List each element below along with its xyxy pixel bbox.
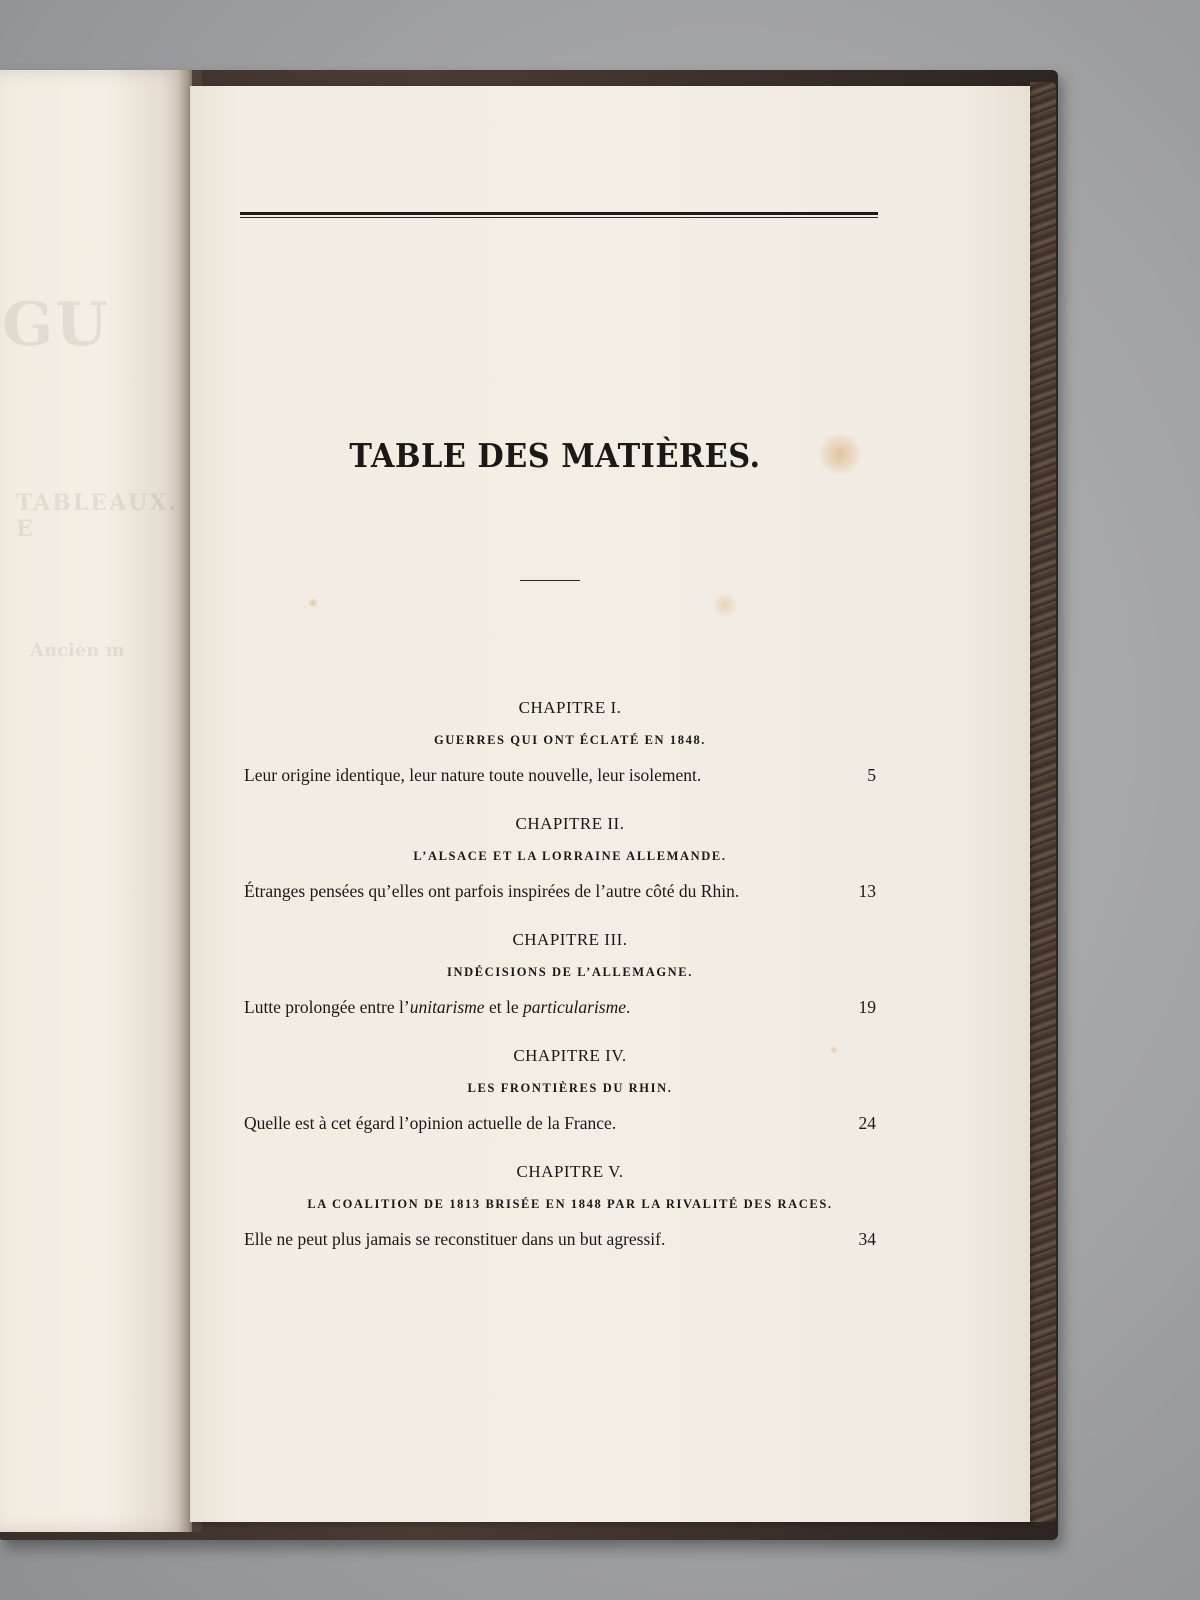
title-rule xyxy=(520,580,580,581)
chapter-subtitle: LES FRONTIÈRES DU RHIN. xyxy=(467,1081,673,1095)
chapter-subtitle: GUERRES QUI ONT ÉCLATÉ EN 1848. xyxy=(433,733,707,747)
header-rule-thin xyxy=(240,217,878,218)
chapter-entry xyxy=(190,698,950,786)
description-text: Lutte prolongée entre l’ xyxy=(244,997,410,1017)
chapter-entry xyxy=(190,930,950,1018)
chapter-title: CHAPITRE II. xyxy=(515,814,625,833)
chapter-title: CHAPITRE V. xyxy=(516,1162,624,1181)
foxing-stain xyxy=(710,594,740,616)
chapter-page-number: 34 xyxy=(858,1229,876,1249)
chapter-title: CHAPITRE IV. xyxy=(513,1046,627,1065)
chapter-subtitle: INDÉCISIONS DE L’ALLEMAGNE. xyxy=(447,965,693,979)
description-text: et le xyxy=(484,997,523,1017)
chapter-line xyxy=(190,1112,950,1134)
chapter-page-number: 13 xyxy=(858,881,876,901)
foxing-stain xyxy=(308,598,318,608)
chapter-title: CHAPITRE I. xyxy=(518,698,622,717)
chapter-title: CHAPITRE III. xyxy=(512,930,628,949)
chapter-page-number: 19 xyxy=(858,997,876,1017)
chapter-description xyxy=(244,996,630,1018)
chapter-line xyxy=(190,764,950,786)
description-italic-term: unitarisme xyxy=(409,997,485,1017)
description-text: . xyxy=(626,997,631,1017)
chapter-page-number: 24 xyxy=(858,1113,876,1133)
chapter-description: Étranges pensées qu’elles ont parfois inspirées de l’autre côté du Rhin. xyxy=(244,881,740,901)
chapter-line xyxy=(190,880,950,902)
chapter-entry xyxy=(190,1162,950,1250)
chapter-line xyxy=(190,996,950,1018)
left-page-bleed-through: GU TABLEAUX. E Ancien m xyxy=(2,290,179,661)
chapter-subtitle: LA COALITION DE 1813 BRISÉE EN 1848 PAR LA RIVALITÉ DES RACES. xyxy=(307,1197,833,1211)
chapter-subtitle: L’ALSACE ET LA LORRAINE ALLEMANDE. xyxy=(413,849,727,863)
description-italic-term: particularisme xyxy=(522,997,627,1017)
header-rule-thick xyxy=(240,212,878,215)
chapter-description: Quelle est à cet égard l’opinion actuelle de la France. xyxy=(244,1113,617,1133)
chapter-page-number: 5 xyxy=(867,765,876,785)
chapter-entry xyxy=(190,814,950,902)
right-page xyxy=(190,86,1030,1522)
chapter-line xyxy=(190,1228,950,1250)
cover-marbled-edge xyxy=(1030,82,1056,1522)
chapter-description: Leur origine identique, leur nature toute nouvelle, leur isolement. xyxy=(244,765,702,785)
chapter-entry xyxy=(190,1046,950,1134)
left-facing-page xyxy=(0,70,192,1532)
chapter-description: Elle ne peut plus jamais se reconstituer dans un but agressif. xyxy=(244,1229,666,1249)
page-title: TABLE DES MATIÈRES. xyxy=(349,436,761,475)
